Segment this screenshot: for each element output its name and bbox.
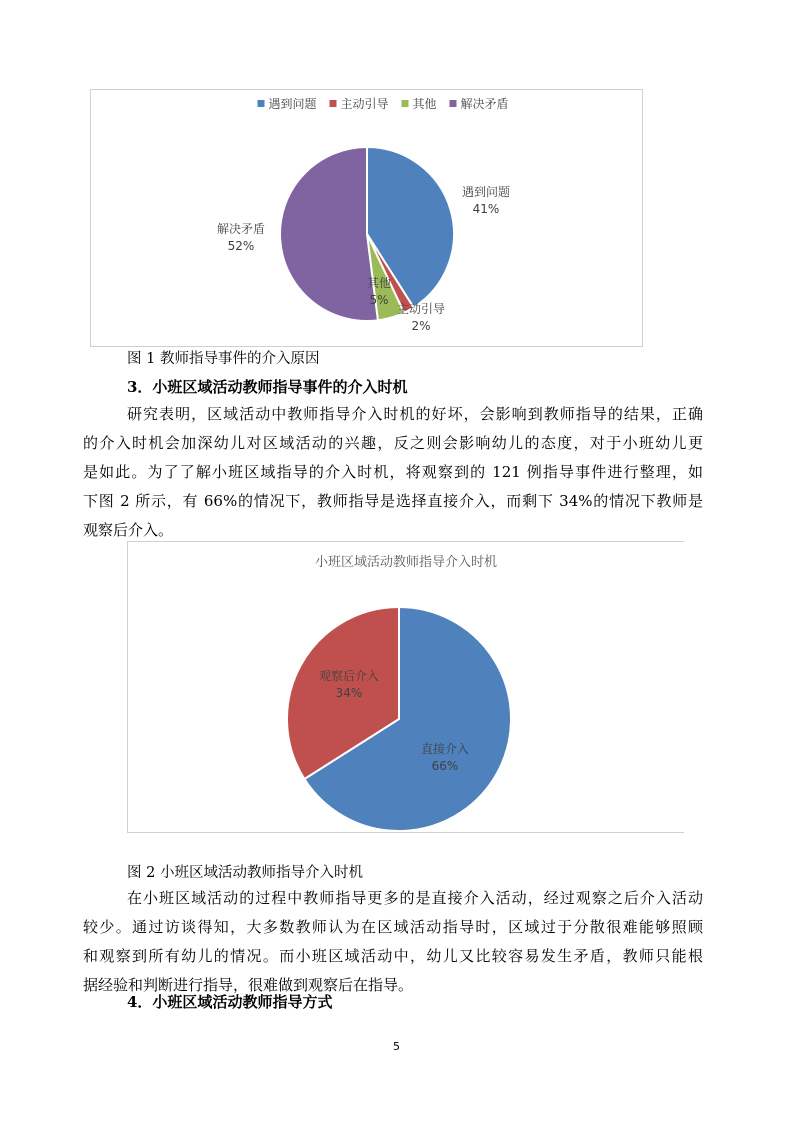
chart-1-data-label-value: 52% [227,239,255,253]
chart-2-frame [127,541,684,833]
paragraph-2-line: 和观察到所有幼儿的情况。而小班区域活动中，幼儿又比较容易发生矛盾，教师只能根 [83,947,703,965]
chart-1-legend-label: 遇到问题 [268,97,317,111]
chart-1-pie [91,90,642,346]
chart-2-data-label-value: 66% [431,759,459,773]
chart-1-legend-label: 主动引导 [340,97,389,111]
figure-1-caption: 图 1 教师指导事件的介入原因 [127,351,320,367]
paragraph-1-line: 研究表明，区域活动中教师指导介入时机的好坏，会影响到教师指导的结果，正确 [127,405,703,423]
chart-1-pie-slice [280,147,378,321]
paragraph-2-line: 据经验和判断进行指导，很难做到观察后在指导。 [83,976,414,994]
paragraph-2-line: 在小班区域活动的过程中教师指导更多的是直接介入活动，经过观察之后介入活动 [127,889,703,907]
figure-2-caption: 图 2 小班区域活动教师指导介入时机 [127,865,363,881]
paragraph-2-line: 较少。通过访谈得知，大多数教师认为在区域活动指导时，区域过于分散很难能够照顾 [83,918,703,936]
paragraph-1 [83,400,703,545]
chart-2-data-label-name: 观察后介入 [318,669,380,683]
paragraph-1-line: 的介入时机会加深幼儿对区域活动的兴趣，反之则会影响幼儿的态度，对于小班幼儿更 [83,434,703,452]
chart-1-data-label-value: 41% [472,202,500,216]
section-3-heading: 3．小班区域活动教师指导事件的介入时机 [127,378,408,396]
chart-2-pie [128,542,684,832]
chart-1-legend-swatch [450,100,457,107]
chart-1-data-label-value: 5% [369,293,389,307]
chart-2-data-label-name: 直接介入 [420,742,470,756]
chart-1-legend-label: 其他 [412,97,437,111]
paragraph-1-line: 观察后介入。 [83,521,174,539]
chart-1-legend-swatch [330,100,337,107]
paragraph-2 [83,884,703,1000]
chart-2-data-label-value: 34% [335,686,363,700]
paragraph-1-line: 下图 2 所示，有 66%的情况下，教师指导是选择直接介入，而剩下 34%的情况下教师是 [83,492,703,510]
chart-1-legend-label: 解决矛盾 [460,97,509,111]
chart-1-data-label-name: 遇到问题 [461,185,511,199]
chart-1-data-label-name: 主动引导 [396,302,446,316]
paragraph-1-line: 是如此。为了了解小班区域指导的介入时机，将观察到的 121 例指导事件进行整理，如 [83,463,703,481]
chart-1-data-label-name: 其他 [366,276,392,290]
chart-1-legend-swatch [402,100,409,107]
chart-1-data-label-value: 2% [411,319,431,333]
chart-1-frame [90,89,643,347]
chart-2-title: 小班区域活动教师指导介入时机 [314,555,498,570]
page-number: 5 [393,1040,400,1053]
chart-1-data-label-name: 解决矛盾 [216,222,266,236]
section-4-heading: 4．小班区域活动教师指导方式 [127,993,333,1011]
chart-1-legend-swatch [258,100,265,107]
